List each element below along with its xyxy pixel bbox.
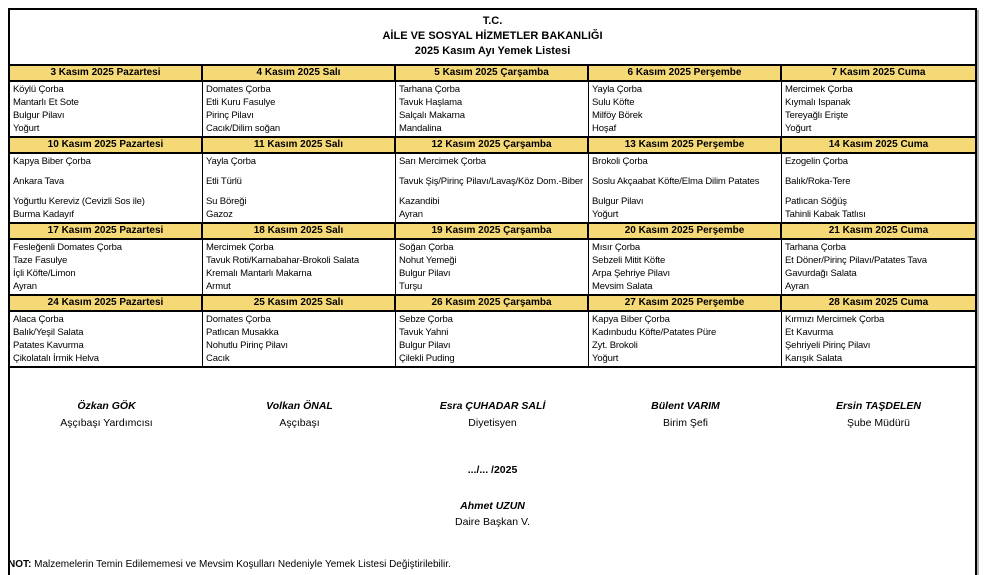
- day-meals-3-1: [10, 240, 203, 294]
- meal-item: Tavuk Roti/Karnabahar-Brokoli Salata: [206, 255, 360, 266]
- meal-item: Domates Çorba: [206, 84, 271, 95]
- day-header-3-5: 21 Kasım 2025 Cuma: [782, 224, 975, 238]
- meal-item: Salçalı Makarna: [399, 110, 465, 121]
- day-meals-1-4: [589, 82, 782, 136]
- meal-item: Tavuk Yahni: [399, 327, 449, 338]
- signature-block-2: [203, 400, 396, 430]
- weeks: [10, 66, 975, 368]
- signature-name: Esra ÇUHADAR SALİ: [439, 400, 546, 412]
- meal-item: Sarı Mercimek Çorba: [399, 156, 486, 167]
- meal-item: Turşu: [399, 281, 423, 292]
- day-header-3-3: 19 Kasım 2025 Çarşamba: [396, 224, 589, 238]
- signature-name: Volkan ÖNAL: [266, 400, 333, 412]
- meal-item: Hoşaf: [592, 123, 617, 134]
- day-meals-4-3: [396, 312, 589, 366]
- meal-item: Sebze Çorba: [399, 314, 453, 325]
- day-header-2-2: 11 Kasım 2025 Salı: [203, 138, 396, 152]
- meal-item: Tahinli Kabak Tatlısı: [785, 209, 866, 220]
- meal-item: Brokoli Çorba: [592, 156, 648, 167]
- date-line: .../... /2025: [467, 464, 518, 476]
- meal-item: Nohut Yemeği: [399, 255, 457, 266]
- approver-name: Ahmet UZUN: [460, 500, 525, 512]
- signature-block-5: [782, 400, 975, 430]
- signature-name: Özkan GÖK: [77, 400, 136, 412]
- day-meals-4-2: [203, 312, 396, 366]
- day-header-4-1: 24 Kasım 2025 Pazartesi: [10, 296, 203, 310]
- footer-note-text: Malzemelerin Temin Edilememesi ve Mevsim Koşulları Nedeniyle Yemek Listesi Değiştirilebilir.: [31, 559, 451, 570]
- signature-block-3: [396, 400, 589, 430]
- meal-item: Domates Çorba: [206, 314, 271, 325]
- meal-item: Kapya Biber Çorba: [592, 314, 670, 325]
- meal-item: Soslu Akçaabat Köfte/Elma Dilim Patates: [592, 176, 760, 187]
- week-4-meal-row: [10, 312, 975, 368]
- day-header-3-1: 17 Kasım 2025 Pazartesi: [10, 224, 203, 238]
- meal-item: Kapya Biber Çorba: [13, 156, 91, 167]
- meal-item: Bulgur Pilavı: [399, 340, 451, 351]
- day-header-2-1: 10 Kasım 2025 Pazartesi: [10, 138, 203, 152]
- title-tc: T.C.: [482, 15, 503, 27]
- meal-item: Etli Türlü: [206, 176, 242, 187]
- day-header-2-4: 13 Kasım 2025 Perşembe: [589, 138, 782, 152]
- week-1-meal-row: [10, 82, 975, 138]
- meal-item: Çilekli Puding: [399, 353, 455, 364]
- day-header-4-5: 28 Kasım 2025 Cuma: [782, 296, 975, 310]
- footer-note: [8, 559, 451, 571]
- day-meals-2-3: [396, 154, 589, 222]
- meal-item: Şehriyeli Pirinç Pilavı: [785, 340, 871, 351]
- day-meals-1-1: [10, 82, 203, 136]
- title-ministry: AİLE VE SOSYAL HİZMETLER BAKANLIĞI: [382, 30, 603, 42]
- day-meals-3-3: [396, 240, 589, 294]
- meal-item: Mercimek Çorba: [785, 84, 853, 95]
- day-meals-3-5: [782, 240, 975, 294]
- signature-title: Diyetisyen: [468, 417, 517, 429]
- day-header-1-4: 6 Kasım 2025 Perşembe: [589, 66, 782, 80]
- meal-item: Yoğurt: [592, 353, 619, 364]
- meal-item: Arpa Şehriye Pilavı: [592, 268, 670, 279]
- meal-item: Et Döner/Pirinç Pilavı/Patates Tava: [785, 255, 927, 266]
- meal-item: Et Kavurma: [785, 327, 834, 338]
- day-meals-4-4: [589, 312, 782, 366]
- day-meals-4-1: [10, 312, 203, 366]
- day-meals-4-5: [782, 312, 975, 366]
- signature-block-1: [10, 400, 203, 430]
- meal-item: Zyt. Brokoli: [592, 340, 638, 351]
- day-header-4-4: 27 Kasım 2025 Perşembe: [589, 296, 782, 310]
- day-header-2-5: 14 Kasım 2025 Cuma: [782, 138, 975, 152]
- meal-item: Ankara Tava: [13, 176, 64, 187]
- signature-row: [10, 400, 975, 430]
- day-meals-1-3: [396, 82, 589, 136]
- meal-item: Mısır Çorba: [592, 242, 640, 253]
- meal-item: Gazoz: [206, 209, 233, 220]
- day-meals-2-2: [203, 154, 396, 222]
- signature-name: Bülent VARIM: [651, 400, 720, 412]
- meal-item: Burma Kadayıf: [13, 209, 74, 220]
- meal-item: Ayran: [399, 209, 423, 220]
- day-header-1-2: 4 Kasım 2025 Salı: [203, 66, 396, 80]
- meal-item: Tereyağlı Erişte: [785, 110, 849, 121]
- day-meals-2-1: [10, 154, 203, 222]
- day-header-1-1: 3 Kasım 2025 Pazartesi: [10, 66, 203, 80]
- day-meals-2-5: [782, 154, 975, 222]
- meal-item: Patates Kavurma: [13, 340, 84, 351]
- meal-item: Nohutlu Pirinç Pilavı: [206, 340, 288, 351]
- signature-title: Şube Müdürü: [846, 417, 911, 429]
- week-2-meal-row: [10, 154, 975, 224]
- day-header-1-5: 7 Kasım 2025 Cuma: [782, 66, 975, 80]
- day-header-4-2: 25 Kasım 2025 Salı: [203, 296, 396, 310]
- meal-item: Yoğurt: [13, 123, 40, 134]
- meal-item: Kırmızı Mercimek Çorba: [785, 314, 885, 325]
- meal-item: Ezogelin Çorba: [785, 156, 848, 167]
- meal-item: Bulgur Pilavı: [592, 196, 644, 207]
- meal-item: Yoğurt: [785, 123, 812, 134]
- footer-note-label: NOT:: [8, 559, 32, 570]
- meal-item: Çikolatalı İrmik Helva: [13, 353, 99, 364]
- meal-item: Karışık Salata: [785, 353, 843, 364]
- week-3-header-row: [10, 224, 975, 240]
- meal-item: Balık/Roka-Tere: [785, 176, 851, 187]
- day-header-3-2: 18 Kasım 2025 Salı: [203, 224, 396, 238]
- day-meals-1-5: [782, 82, 975, 136]
- meal-item: Mercimek Çorba: [206, 242, 274, 253]
- meal-item: Etli Kuru Fasulye: [206, 97, 276, 108]
- approver-block: [10, 500, 975, 529]
- meal-item: Cacık: [206, 353, 230, 364]
- signature-title: Birim Şefi: [663, 417, 708, 429]
- meal-item: Ayran: [13, 281, 37, 292]
- title-list-name: 2025 Kasım Ayı Yemek Listesi: [414, 45, 571, 57]
- day-meals-2-4: [589, 154, 782, 222]
- meal-item: Mantarlı Et Sote: [13, 97, 79, 108]
- meal-item: Ayran: [785, 281, 809, 292]
- document-frame: [8, 8, 977, 575]
- meal-item: Cacık/Dilim soğan: [206, 123, 281, 134]
- meal-item: Köylü Çorba: [13, 84, 64, 95]
- meal-item: İçli Köfte/Limon: [13, 268, 76, 279]
- meal-item: Sebzeli Mitit Köfte: [592, 255, 666, 266]
- day-meals-3-4: [589, 240, 782, 294]
- day-header-2-3: 12 Kasım 2025 Çarşamba: [396, 138, 589, 152]
- meal-item: Patlıcan Musakka: [206, 327, 279, 338]
- day-header-3-4: 20 Kasım 2025 Perşembe: [589, 224, 782, 238]
- meal-item: Yoğurt: [592, 209, 619, 220]
- meal-item: Balık/Yeşil Salata: [13, 327, 84, 338]
- meal-item: Armut: [206, 281, 231, 292]
- meal-item: Bulgur Pilavı: [399, 268, 451, 279]
- meal-item: Kremalı Mantarlı Makarna: [206, 268, 312, 279]
- meal-item: Tavuk Şiş/Pirinç Pilavı/Lavaş/Köz Dom.-Biber: [399, 176, 583, 187]
- meal-item: Yayla Çorba: [206, 156, 256, 167]
- day-meals-3-2: [203, 240, 396, 294]
- week-2-header-row: [10, 138, 975, 154]
- meal-item: Tarhana Çorba: [785, 242, 846, 253]
- week-4-header-row: [10, 296, 975, 312]
- day-header-1-3: 5 Kasım 2025 Çarşamba: [396, 66, 589, 80]
- meal-item: Sulu Köfte: [592, 97, 635, 108]
- day-header-4-3: 26 Kasım 2025 Çarşamba: [396, 296, 589, 310]
- meal-item: Kazandibi: [399, 196, 440, 207]
- day-meals-1-2: [203, 82, 396, 136]
- meal-item: Kıymalı Ispanak: [785, 97, 851, 108]
- signature-name: Ersin TAŞDELEN: [836, 400, 921, 412]
- meal-item: Su Böreği: [206, 196, 247, 207]
- meal-item: Bulgur Pilavı: [13, 110, 65, 121]
- meal-item: Taze Fasulye: [13, 255, 68, 266]
- week-1-header-row: [10, 66, 975, 82]
- week-3-meal-row: [10, 240, 975, 296]
- meal-item: Mevsim Salata: [592, 281, 653, 292]
- meal-item: Pirinç Pilavı: [206, 110, 254, 121]
- meal-item: Mandalina: [399, 123, 442, 134]
- meal-item: Fesleğenli Domates Çorba: [13, 242, 122, 253]
- meal-item: Patlıcan Söğüş: [785, 196, 847, 207]
- meal-item: Yayla Çorba: [592, 84, 642, 95]
- signature-title: Aşçıbaşı Yardımcısı: [60, 417, 153, 429]
- signature-title: Aşçıbaşı: [279, 417, 320, 429]
- signature-section: [10, 400, 975, 575]
- meal-item: Alaca Çorba: [13, 314, 64, 325]
- signature-block-4: [589, 400, 782, 430]
- meal-item: Kadınbudu Köfte/Patates Püre: [592, 327, 717, 338]
- meal-item: Gavurdağı Salata: [785, 268, 857, 279]
- meal-item: Yoğurtlu Kereviz (Cevizli Sos ile): [13, 196, 145, 207]
- meal-item: Soğan Çorba: [399, 242, 454, 253]
- meal-item: Tarhana Çorba: [399, 84, 460, 95]
- document-title-block: [10, 10, 975, 66]
- approver-title: Daire Başkan V.: [455, 516, 530, 528]
- meal-item: Tavuk Haşlama: [399, 97, 462, 108]
- meal-item: Milföy Börek: [592, 110, 643, 121]
